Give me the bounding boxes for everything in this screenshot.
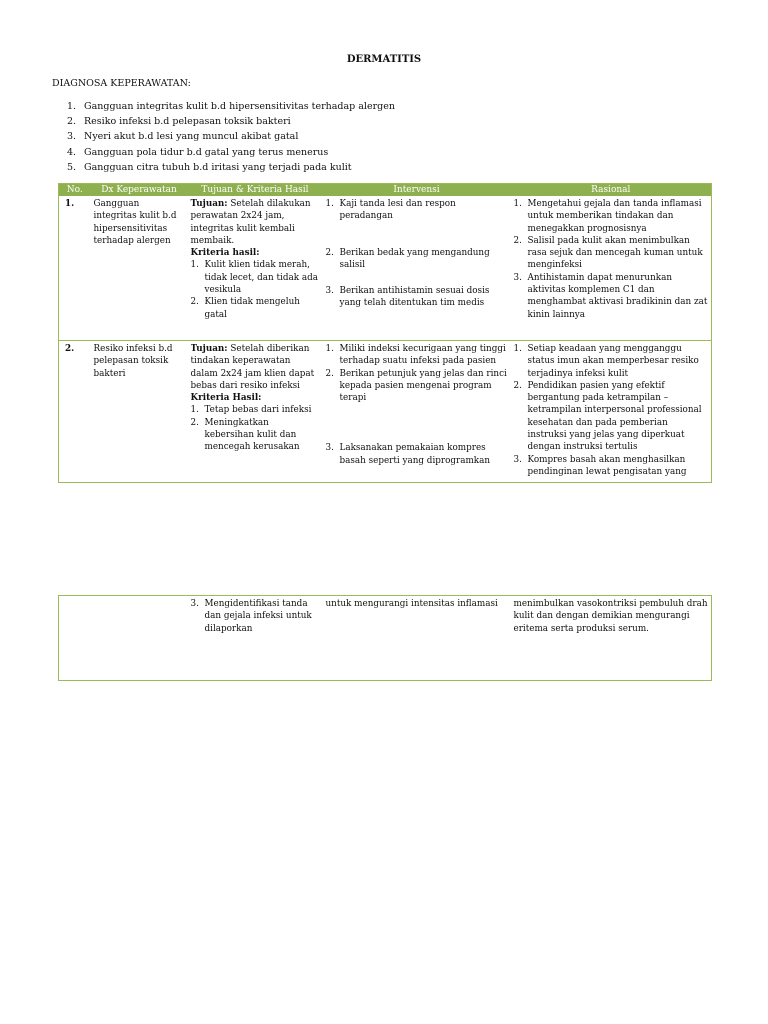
header-rasional: Rasional bbox=[511, 184, 712, 197]
intervention-cell: untuk mengurangi intensitas inflamasi bbox=[323, 596, 511, 681]
list-item: 3. Berikan antihistamin sesuai dosis yang telah ditentukan tim medis bbox=[325, 286, 490, 309]
document-title: DERMATITIS bbox=[346, 54, 422, 65]
diagnosis-item: 4. Gangguan pola tidur b.d gatal yang terus menerus bbox=[67, 146, 329, 158]
header-dx: Dx Keperawatan bbox=[91, 184, 188, 197]
row-number bbox=[59, 596, 91, 681]
list-item: 1. Kulit klien tidak merah, tidak lecet, dan tidak ada vesikula bbox=[190, 260, 318, 296]
list-item: 2. Klien tidak mengeluh gatal bbox=[190, 297, 300, 320]
row-number: 1. bbox=[59, 196, 91, 341]
goal-cell bbox=[188, 196, 323, 341]
row-number: 2. bbox=[59, 341, 91, 483]
intervention-cell bbox=[323, 341, 511, 483]
diagnosis-item: 5. Gangguan citra tubuh b.d iritasi yang terjadi pada kulit bbox=[67, 161, 352, 173]
list-item: 3. Antihistamin dapat menurunkan aktivitas komplemen C1 dan menghambat aktivasi bradikinin dan zat kinin lainnya bbox=[513, 272, 708, 320]
rationale-list bbox=[514, 343, 709, 478]
criteria-label: Kriteria Hasil: bbox=[190, 393, 262, 404]
rationale-cell: menimbulkan vasokontriksi pembuluh drah kulit dan dengan demikian mengurangi eritema serta produksi serum. bbox=[511, 596, 712, 681]
list-item: 2. Berikan bedak yang mengandung salisil bbox=[325, 247, 490, 270]
criteria-list bbox=[191, 598, 320, 635]
section-heading: DIAGNOSA KEPERAWATAN: bbox=[52, 78, 191, 89]
rationale-list bbox=[514, 198, 709, 321]
rationale-cell bbox=[511, 196, 712, 341]
list-item: 3. Mengidentifikasi tanda dan gejala infeksi untuk dilaporkan bbox=[190, 599, 312, 634]
list-item: 1. Mengetahui gejala dan tanda inflamasi untuk memberikan tindakan dan menegakkan prognosisnya bbox=[513, 199, 702, 234]
diagnosis-cell: Resiko infeksi b.d pelepasan toksik bakteri bbox=[91, 341, 188, 483]
care-plan-table bbox=[58, 183, 712, 483]
table-row bbox=[59, 341, 712, 483]
goal-cell bbox=[188, 596, 323, 681]
table-header-row bbox=[59, 184, 712, 197]
goal-text: Setelah diberikan tindakan keperawatan dalam 2x24 jam klien dapat bebas dari resiko infeksi bbox=[190, 344, 315, 391]
list-item: 2. Berikan petunjuk yang jelas dan rinci kepada pasien mengenai program terapi bbox=[325, 368, 507, 404]
diagnosis-item: 3. Nyeri akut b.d lesi yang muncul akibat gatal bbox=[67, 131, 299, 143]
header-intervensi: Intervensi bbox=[323, 184, 511, 197]
list-item: 1. Kaji tanda lesi dan respon peradangan bbox=[325, 199, 456, 222]
diagnosis-item: 1. Gangguan integritas kulit b.d hipersensitivitas terhadap alergen bbox=[67, 101, 395, 112]
diagnosis-cell bbox=[91, 596, 188, 681]
table-row bbox=[59, 196, 712, 341]
header-no: No. bbox=[59, 184, 91, 197]
goal-label: Tujuan: bbox=[190, 344, 228, 354]
list-item: 3. Kompres basah akan menghasilkan pendinginan lewat pengisatan yang bbox=[513, 454, 687, 477]
list-item: 2. Salisil pada kulit akan menimbulkan rasa sejuk dan mencegah kuman untuk menginfeksi bbox=[513, 235, 703, 271]
care-plan-table-continued bbox=[58, 595, 712, 681]
diagnosis-cell: Gangguan integritas kulit b.d hipersensitivitas terhadap alergen bbox=[91, 196, 188, 341]
list-item: 2. Pendidikan pasien yang efektif bergantung pada ketrampilan – ketrampilan interpersonal professional kesehatan dan pada pemberian instruksi yang jelas yang diperkuat dengan instruksi tertulis bbox=[513, 380, 702, 453]
intervention-list bbox=[326, 198, 508, 310]
goal-text: Setelah dilakukan perawatan 2x24 jam, integritas kulit kembali membaik. bbox=[190, 199, 311, 246]
table-row bbox=[59, 596, 712, 681]
list-item: 1. Tetap bebas dari infeksi bbox=[190, 405, 312, 416]
header-tujuan: Tujuan & Kriteria Hasil bbox=[188, 184, 323, 197]
goal-label: Tujuan: bbox=[190, 199, 228, 209]
list-item: 1. Miliki indeksi kecurigaan yang tinggi terhadap suatu infeksi pada pasien bbox=[325, 344, 506, 367]
criteria-list bbox=[191, 404, 320, 453]
diagnosis-item: 2. Resiko infeksi b.d pelepasan toksik bakteri bbox=[67, 116, 291, 128]
goal-cell bbox=[188, 341, 323, 483]
list-item: 1. Setiap keadaan yang mengganggu status imun akan memperbesar resiko terjadinya infeksi kulit bbox=[513, 344, 699, 379]
criteria-list bbox=[191, 259, 320, 320]
list-item: 3. Laksanakan pemakaian kompres basah seperti yang diprogramkan bbox=[325, 443, 491, 466]
criteria-label: Kriteria hasil: bbox=[190, 248, 260, 259]
diagnosis-list bbox=[67, 99, 395, 175]
intervention-list bbox=[326, 343, 508, 467]
list-item: 2. Meningkatkan kebersihan kulit dan mencegah kerusakan bbox=[190, 417, 300, 453]
rationale-cell bbox=[511, 341, 712, 483]
intervention-cell bbox=[323, 196, 511, 341]
